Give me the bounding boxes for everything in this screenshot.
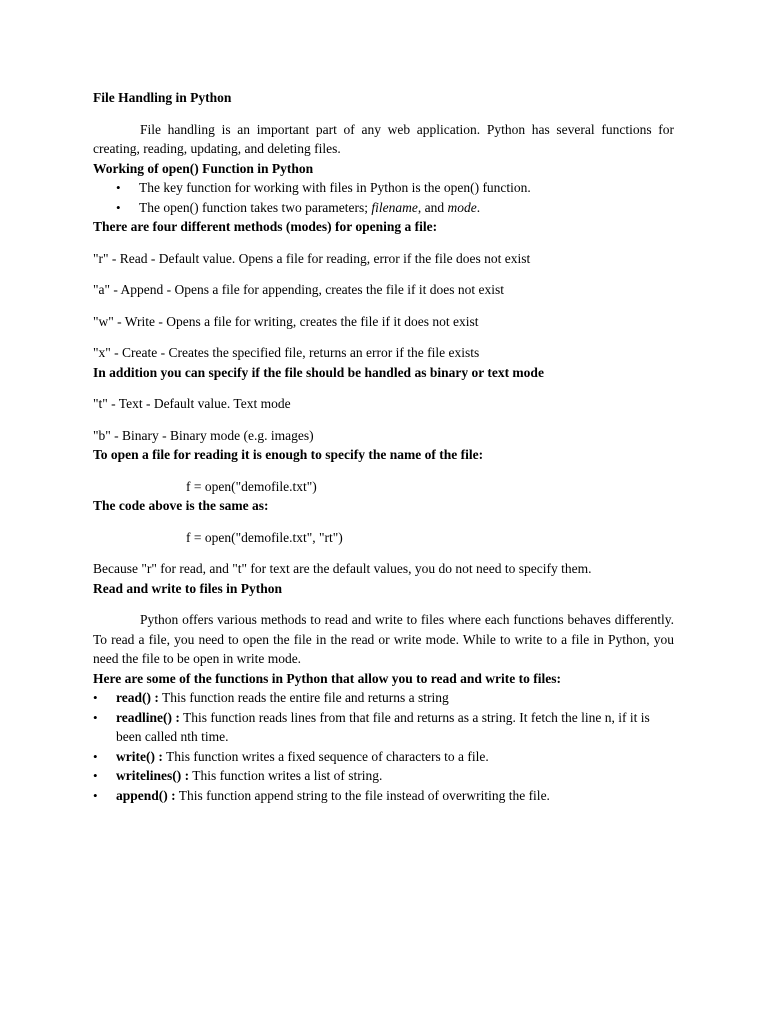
mode-r-line: "r" - Read - Default value. Opens a file for reading, error if the file does not exist (93, 250, 531, 266)
list-item (93, 198, 674, 218)
list-item (93, 688, 674, 708)
functions-heading: Here are some of the functions in Python that allow you to read and write to files: (93, 670, 561, 686)
param-mode: mode (447, 199, 477, 215)
bullet-icon: • (93, 748, 98, 764)
list-item (93, 786, 674, 806)
function-desc: This function writes a list of string. (189, 768, 383, 783)
document-page (93, 88, 674, 805)
list-item (93, 178, 674, 198)
bullet-icon: • (116, 199, 121, 215)
mode-b-line: "b" - Binary - Binary mode (e.g. images) (93, 427, 314, 443)
bullet-icon: • (93, 690, 98, 705)
bullet-text: The key function for working with files in Python is the open() function. (139, 180, 531, 195)
list-item (93, 708, 674, 747)
function-name: writelines() : (116, 768, 190, 783)
function-name: append() : (116, 787, 176, 803)
bullet-text-pre: The open() function takes two parameters; (139, 199, 372, 215)
open-bullet-list (93, 178, 674, 217)
open-section-heading: Working of open() Function in Python (93, 160, 314, 176)
bullet-icon: • (93, 787, 98, 803)
function-name: read() : (116, 690, 159, 705)
bullet-text-post: . (476, 199, 481, 215)
list-item (93, 747, 674, 767)
bullet-text-mid: , and (417, 199, 448, 215)
intro-paragraph: File handling is an important part of any web application. Python has several functions for creating, reading, updating, and deleting files. (93, 121, 674, 156)
function-desc: This function reads lines from that file and returns as a string. It fetch the line n, if it is been called nth time. (116, 709, 650, 744)
function-desc: This function append string to the file instead of overwriting the file. (175, 787, 550, 803)
bullet-icon: • (93, 768, 98, 783)
function-name: readline() : (116, 709, 180, 725)
defaults-note: Because "r" for read, and "t" for text are the default values, you do not need to specify them. (93, 561, 592, 576)
binary-heading: In addition you can specify if the file should be handled as binary or text mode (93, 364, 544, 380)
bullet-icon: • (116, 180, 121, 195)
list-item (93, 766, 674, 786)
reading-heading: To open a file for reading it is enough to specify the name of the file: (93, 447, 484, 462)
function-desc: This function reads the entire file and returns a string (158, 690, 449, 705)
modes-heading: There are four different methods (modes) for opening a file: (93, 219, 438, 234)
read-write-paragraph: Python offers various methods to read and write to files where each functions behaves differently. To read a file, you need to open the file in the read or write mode. While to write to a file in Python, you need the file to be open in write mode. (93, 612, 674, 666)
functions-list (93, 688, 674, 805)
function-desc: This function writes a fixed sequence of characters to a file. (162, 748, 489, 764)
read-write-heading: Read and write to files in Python (93, 580, 282, 596)
code-example-1: f = open("demofile.txt") (186, 478, 317, 494)
document-title: File Handling in Python (93, 90, 232, 105)
mode-w-line: "w" - Write - Opens a file for writing, creates the file if it does not exist (93, 313, 479, 329)
mode-x-line: "x" - Create - Creates the specified file, returns an error if the file exists (93, 345, 480, 360)
mode-a-line: "a" - Append - Opens a file for appending, creates the file if it does not exist (93, 282, 505, 297)
same-as-heading: The code above is the same as: (93, 498, 269, 513)
param-filename: filename (371, 199, 418, 215)
function-name: write() : (116, 748, 163, 764)
bullet-icon: • (93, 709, 98, 725)
code-example-2: f = open("demofile.txt", "rt") (186, 529, 343, 545)
mode-t-line: "t" - Text - Default value. Text mode (93, 396, 291, 411)
